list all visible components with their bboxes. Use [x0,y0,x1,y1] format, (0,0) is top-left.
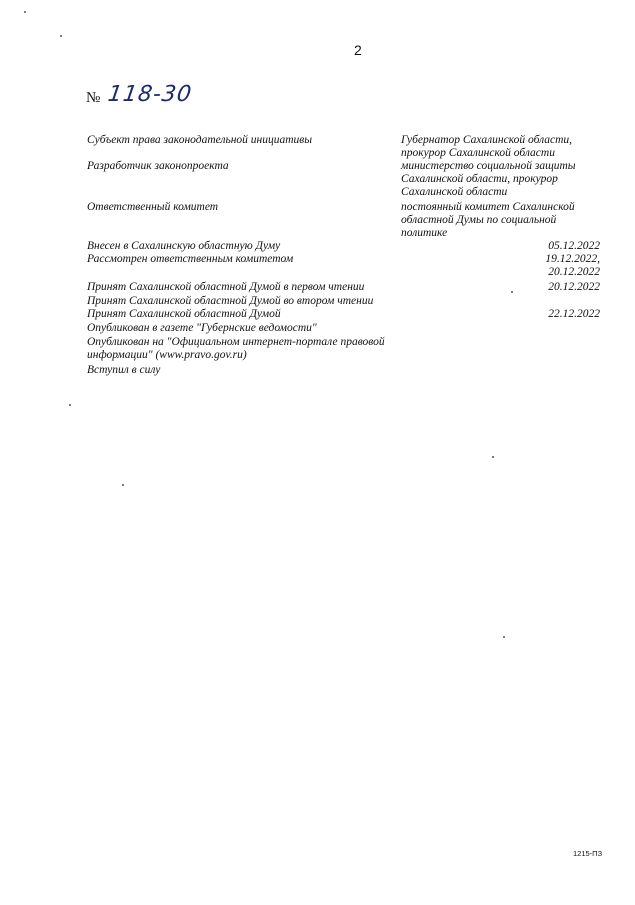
subject-label: Субъект права законодательной инициативы [87,134,313,146]
footer-code: 1215-ПЗ [573,849,603,858]
developer-value-line: Сахалинской области [401,186,508,199]
second-reading-label: Принят Сахалинской областной Думой во втором чтении [87,295,374,307]
reviewed-date-1: 19.12.2022, [545,253,600,265]
committee-value-line: постоянный комитет Сахалинской [401,201,575,213]
scan-speck [60,35,62,37]
scan-speck [492,456,494,458]
subject-value-line: прокурор Сахалинской области [401,147,555,160]
committee-value-line: областной Думы по социальной [401,214,557,227]
committee-value-line: политике [401,227,448,240]
scan-speck [503,636,505,638]
page-number: 2 [354,42,362,58]
scan-speck [24,11,26,13]
subject-value-line: Губернатор Сахалинской области, [401,134,573,146]
published-newspaper-label: Опубликован в газете "Губернские ведомости" [87,322,317,334]
committee-label: Ответственный комитет [87,201,219,213]
subject-value [401,134,600,160]
first-reading-label: Принят Сахалинской областной Думой в первом чтении [87,281,365,293]
scan-speck [69,404,71,406]
number-sign: № [86,90,101,106]
published-portal-label [87,336,417,362]
in-force-label: Вступил в силу [87,364,161,376]
first-reading-date: 20.12.2022 [548,281,600,293]
document-number [86,82,195,107]
submitted-label: Внесен в Сахалинскую областную Думу [87,240,281,252]
committee-value [401,201,600,241]
reviewed-date-2: 20.12.2022 [548,266,600,278]
reviewed-label: Рассмотрен ответственным комитетом [87,253,294,265]
developer-value-line: Сахалинской области, прокурор [401,173,558,186]
adopted-date: 22.12.2022 [548,308,600,320]
developer-label: Разработчик законопроекта [87,160,229,172]
published-portal-line: Опубликован на "Официальном интернет-портале правовой [87,336,385,348]
developer-value-line: министерство социальной защиты [401,160,576,172]
published-portal-line: информации" (www.pravo.gov.ru) [87,349,247,362]
scan-speck [511,291,513,293]
handwritten-document-number: 118-30 [106,82,195,107]
scan-speck [122,484,124,486]
developer-value [401,160,600,200]
submitted-date: 05.12.2022 [548,240,600,252]
adopted-label: Принят Сахалинской областной Думой [87,308,281,320]
